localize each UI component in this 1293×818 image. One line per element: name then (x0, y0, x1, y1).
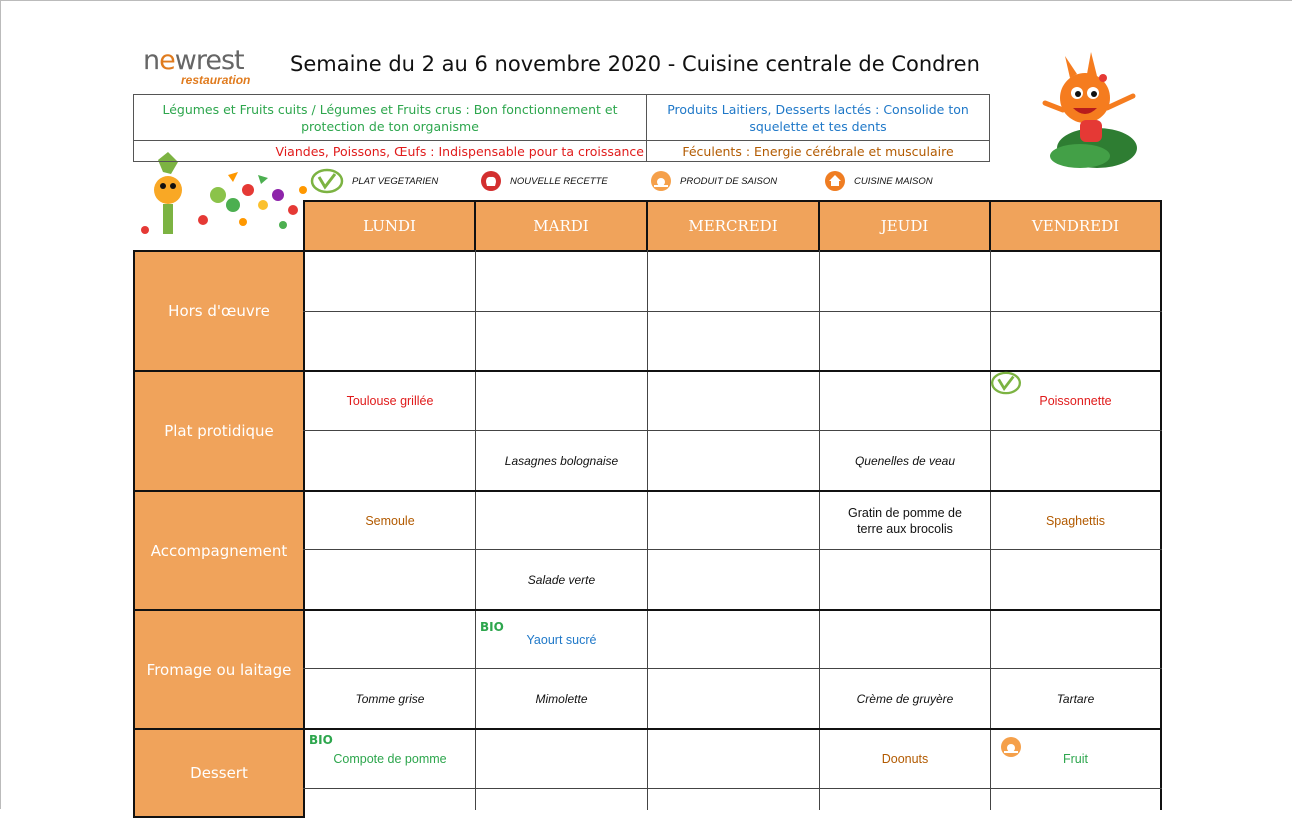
menu-item: Spaghettis (1045, 513, 1106, 528)
mascot-illustration (1025, 48, 1160, 173)
menu-item: Tartare (1056, 691, 1095, 706)
sun-icon (650, 170, 672, 192)
menu-item: Fruit (1063, 752, 1088, 766)
legend-new-recipe: NOUVELLE RECETTE (480, 170, 608, 192)
day-header-lundi: LUNDI (303, 200, 476, 252)
day-header-mardi: MARDI (474, 200, 648, 252)
menu-item: Yaourt sucré (526, 632, 597, 647)
menu-item: Poissonnette (1039, 394, 1112, 408)
page-title: Semaine du 2 au 6 novembre 2020 - Cuisine centrale de Condren (290, 52, 980, 76)
house-icon (824, 170, 846, 192)
category-vegetables: Légumes et Fruits cuits / Légumes et Fruits crus : Bon fonctionnement et protection de ton organisme (133, 94, 647, 141)
legend-vegetarian: PLAT VEGETARIEN (310, 168, 438, 194)
category-starch: Féculents : Energie cérébrale et musculaire (646, 140, 990, 162)
menu-item: Lasagnes bolognaise (504, 453, 619, 468)
menu-item: Doonuts (881, 752, 929, 766)
bio-badge: BIO (309, 733, 333, 747)
menu-item: Crème de gruyère (856, 691, 954, 706)
section-accompagnement: Accompagnement (133, 490, 305, 611)
sun-icon (1000, 736, 1022, 758)
menu-item: Toulouse grillée (346, 394, 434, 408)
fruits-illustration (133, 150, 318, 250)
menu-item: Compote de pomme (333, 752, 447, 766)
menu-item: Salade verte (527, 572, 596, 587)
day-header-jeudi: JEUDI (818, 200, 991, 252)
legend-homemade: CUISINE MAISON (824, 170, 933, 192)
menu-item: Semoule (365, 513, 415, 528)
section-dessert: Dessert (133, 728, 305, 818)
day-header-mercredi: MERCREDI (646, 200, 820, 252)
menu-item: Tomme grise (355, 691, 425, 706)
newrest-logo: newrest restauration (143, 45, 251, 87)
chef-hat-icon (480, 170, 502, 192)
category-meat: Viandes, Poissons, Œufs : Indispensable pour ta croissance (133, 140, 647, 162)
section-fromage: Fromage ou laitage (133, 609, 305, 730)
legend-seasonal: PRODUIT DE SAISON (650, 170, 777, 192)
menu-item: Quenelles de veau (854, 453, 956, 468)
vegetarian-icon (990, 371, 1022, 395)
menu-item: Mimolette (535, 691, 588, 706)
vegetarian-icon (310, 168, 344, 194)
menu-item: Gratin de pomme de terre aux brocolis (848, 505, 962, 536)
bio-badge: BIO (480, 620, 504, 634)
category-dairy: Produits Laitiers, Desserts lactés : Consolide ton squelette et tes dents (646, 94, 990, 141)
day-header-vendredi: VENDREDI (989, 200, 1162, 252)
section-plat-protidique: Plat protidique (133, 370, 305, 492)
section-hors-doeuvre: Hors d'œuvre (133, 250, 305, 372)
